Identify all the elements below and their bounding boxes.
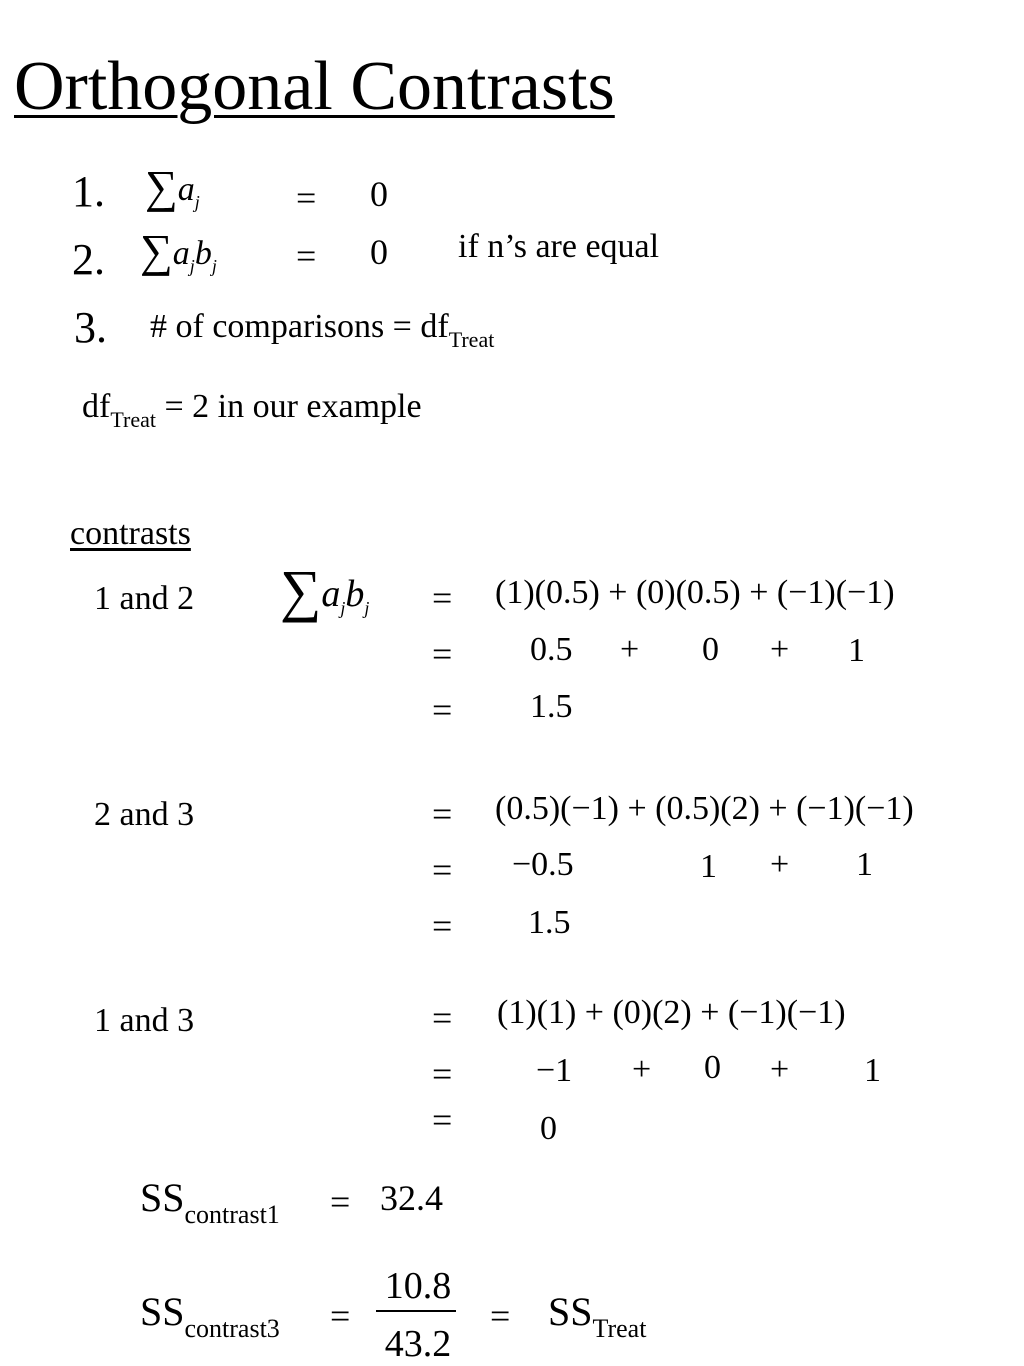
- a-symbol: a: [177, 171, 195, 208]
- b-symbol: b: [194, 235, 212, 272]
- b-symbol: b: [345, 573, 365, 615]
- c12-row2-term2: 0: [702, 631, 719, 668]
- c12-row2-term3: 1: [848, 632, 865, 669]
- rule-1-number: 1.: [72, 167, 105, 216]
- c23-result: 1.5: [528, 904, 571, 941]
- contrast3-subscript: contrast3: [184, 1314, 280, 1343]
- c13-row2-plus1: +: [632, 1051, 652, 1088]
- c13-row2-term3: 1: [864, 1052, 881, 1089]
- ss1-equals: =: [330, 1182, 351, 1222]
- a-symbol: a: [321, 573, 341, 615]
- c13-row2-term2: 0: [704, 1049, 721, 1086]
- df-rest: = 2 in our example: [155, 388, 422, 425]
- rule-1-equals: =: [296, 178, 317, 218]
- j-subscript: j: [189, 256, 195, 276]
- c23-equals-2: =: [432, 850, 453, 890]
- rule-1-expression: [145, 161, 200, 212]
- page-title: Orthogonal Contrasts: [14, 48, 615, 125]
- fraction-denominator: 43.2: [384, 1323, 452, 1365]
- contrast1-subscript: contrast1: [184, 1200, 280, 1229]
- c13-row1: (1)(1) + (0)(2) + (−1)(−1): [497, 994, 846, 1031]
- c12-row1: (1)(0.5) + (0)(0.5) + (−1)(−1): [495, 574, 895, 611]
- c12-row2-term1: 0.5: [530, 631, 573, 668]
- treat-subscript: Treat: [110, 407, 156, 432]
- contrasts-heading: contrasts: [70, 515, 191, 552]
- j-subscript: j: [211, 256, 217, 276]
- sigma-icon: ∑: [145, 161, 178, 212]
- ss-contrast1: [140, 1175, 280, 1229]
- contrast-13-label: 1 and 3: [94, 1002, 195, 1039]
- c13-row2-plus2: +: [770, 1051, 790, 1088]
- c23-row2-term2: 1: [700, 848, 717, 885]
- c23-equals-3: =: [432, 906, 453, 946]
- c23-equals-1: =: [432, 794, 453, 834]
- contrast-12-label: 1 and 2: [94, 580, 195, 617]
- ss-contrast3: [140, 1289, 280, 1343]
- contrast-23-label: 2 and 3: [94, 796, 195, 833]
- c13-equals-3: =: [432, 1100, 453, 1140]
- rule-3-text: [150, 308, 495, 352]
- c23-row2-term1: −0.5: [512, 846, 574, 883]
- treat-subscript: Treat: [592, 1314, 647, 1343]
- c13-row2-term1: −1: [536, 1052, 573, 1089]
- j-subscript: j: [194, 192, 200, 212]
- c12-equals-2: =: [432, 634, 453, 674]
- ss-label: SS: [140, 1289, 185, 1334]
- ss3-equals: =: [330, 1296, 351, 1336]
- c13-result: 0: [540, 1110, 557, 1147]
- rule-2-number: 2.: [72, 235, 105, 284]
- rule-1-value: 0: [370, 174, 388, 214]
- c12-equals-1: =: [432, 578, 453, 618]
- j-subscript: j: [364, 598, 370, 618]
- ss1-value: 32.4: [380, 1178, 443, 1218]
- c23-row1: (0.5)(−1) + (0.5)(2) + (−1)(−1): [495, 790, 914, 827]
- rule-2-note: if n’s are equal: [458, 228, 660, 265]
- a-symbol: a: [172, 235, 190, 272]
- ss-label: SS: [140, 1175, 185, 1220]
- c12-equals-3: =: [432, 690, 453, 730]
- treat-subscript: Treat: [448, 327, 495, 352]
- rule-3-number: 3.: [74, 303, 107, 352]
- sum-ajbj-expression: [280, 558, 370, 623]
- fraction-bar: [376, 1310, 456, 1312]
- rule-2-expression: [140, 225, 217, 276]
- j-subscript: j: [340, 598, 346, 618]
- rule-2-value: 0: [370, 232, 388, 272]
- c13-equals-2: =: [432, 1054, 453, 1094]
- c23-row2-term3: 1: [856, 846, 873, 883]
- ss3-equals-2: =: [490, 1296, 511, 1336]
- c12-result: 1.5: [530, 688, 573, 725]
- c12-row2-plus1: +: [620, 631, 640, 668]
- sigma-icon: ∑: [140, 225, 173, 276]
- df-label: df: [82, 388, 111, 425]
- rule-3-label: # of comparisons = df: [150, 308, 449, 345]
- sigma-icon: ∑: [280, 558, 322, 623]
- c12-row2-plus2: +: [770, 631, 790, 668]
- c13-equals-1: =: [432, 998, 453, 1038]
- ss-label: SS: [548, 1289, 593, 1334]
- c23-row2-plus: +: [770, 846, 790, 883]
- fraction-numerator: 10.8: [384, 1265, 452, 1307]
- rule-2-equals: =: [296, 236, 317, 276]
- ss-treat: [548, 1289, 647, 1343]
- df-line: [82, 388, 422, 432]
